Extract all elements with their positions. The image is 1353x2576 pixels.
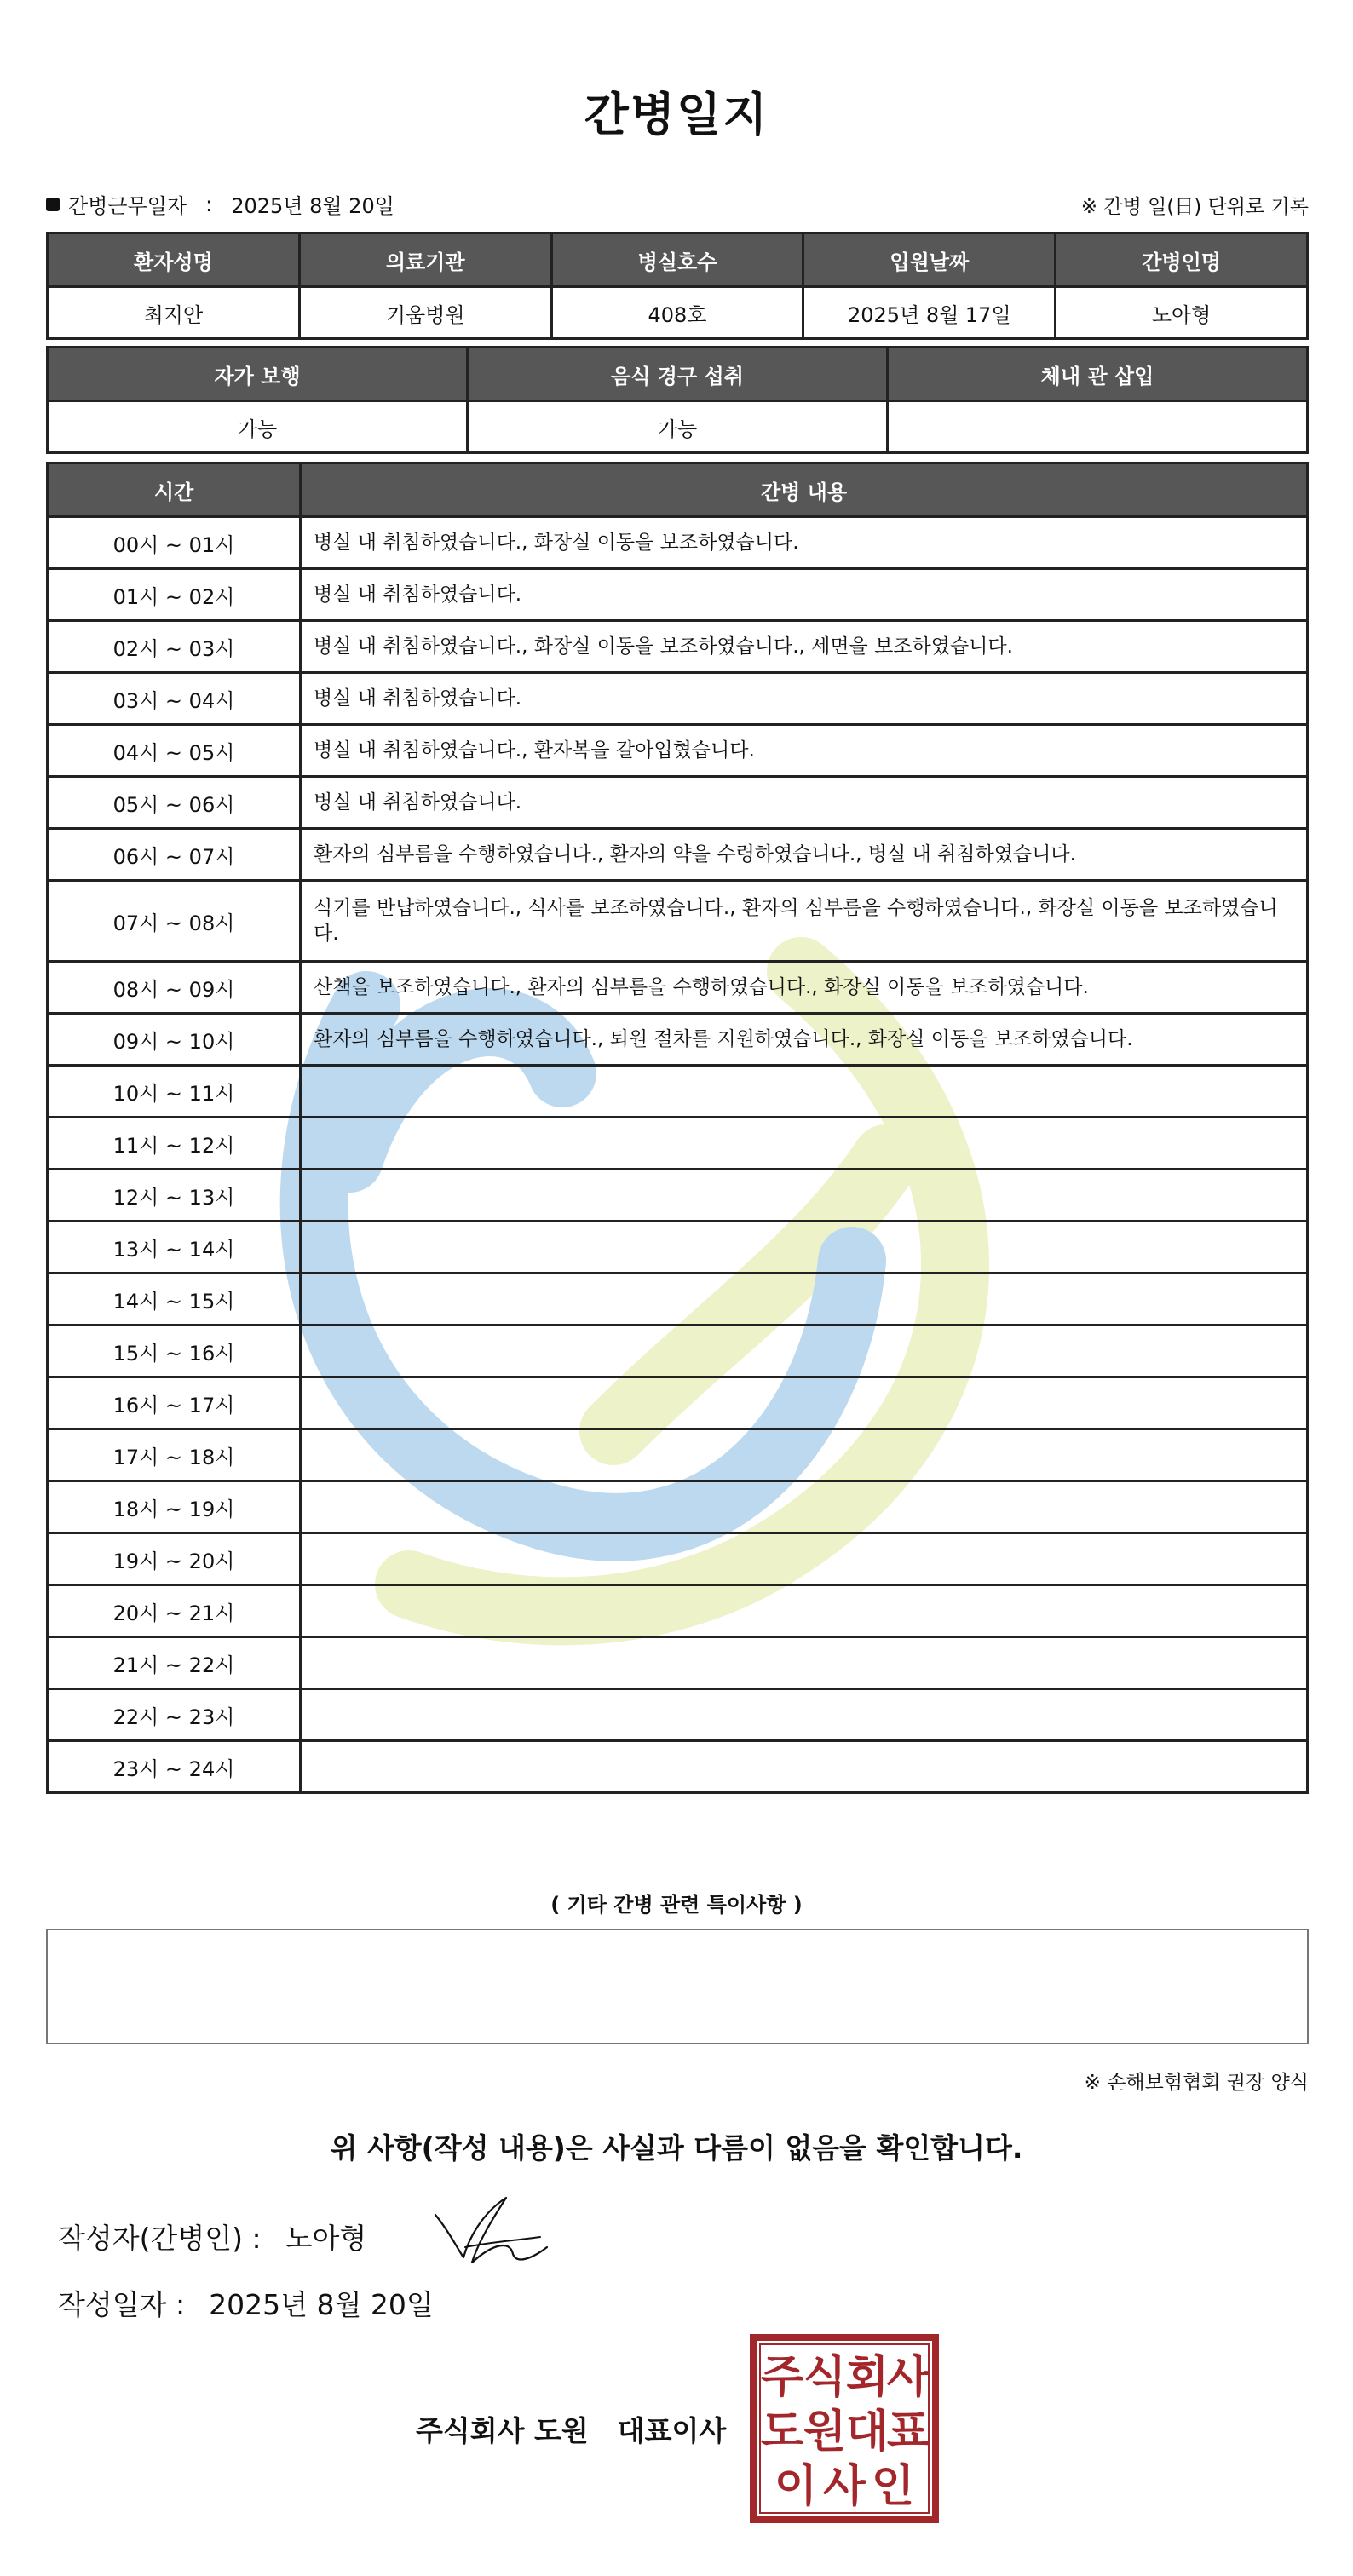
written-date-label: 작성일자 : xyxy=(58,2288,186,2321)
log-row xyxy=(48,1585,1308,1637)
log-time-cell: 18시 ~ 19시 xyxy=(48,1481,301,1533)
log-content-cell xyxy=(301,1325,1308,1377)
writer-line xyxy=(58,2217,366,2257)
work-date-line xyxy=(46,189,394,219)
log-time-cell: 05시 ~ 06시 xyxy=(48,777,301,829)
seal-char: 도 xyxy=(760,2406,804,2458)
log-row xyxy=(48,1377,1308,1429)
header-caregiver-name: 간병인명 xyxy=(1056,233,1308,287)
log-time-cell: 21시 ~ 22시 xyxy=(48,1637,301,1689)
log-content-cell: 병실 내 취침하였습니다. xyxy=(301,673,1308,725)
patient-name: 최지안 xyxy=(48,287,300,339)
log-row xyxy=(48,1533,1308,1585)
status-header-row xyxy=(48,348,1308,401)
log-time-cell: 06시 ~ 07시 xyxy=(48,829,301,881)
record-unit-note: ※ 간병 일(日) 단위로 기록 xyxy=(1080,196,1309,218)
company-name: 주식회사 도원 xyxy=(416,2414,589,2447)
company-line xyxy=(416,2409,726,2449)
log-time-cell: 22시 ~ 23시 xyxy=(48,1689,301,1741)
log-row xyxy=(48,1274,1308,1325)
self-walking-value: 가능 xyxy=(48,401,468,453)
log-row xyxy=(48,1481,1308,1533)
remarks-title: ( 기타 간병 관련 특이사항 ) xyxy=(550,1893,803,1917)
log-row xyxy=(48,621,1308,673)
log-time-cell: 02시 ~ 03시 xyxy=(48,621,301,673)
log-time-cell: 00시 ~ 01시 xyxy=(48,517,301,569)
care-log-table xyxy=(46,462,1309,1794)
admission-date: 2025년 8월 17일 xyxy=(803,287,1056,339)
log-content-cell: 병실 내 취침하였습니다., 환자복을 갈아입혔습니다. xyxy=(301,725,1308,777)
log-content-cell: 환자의 심부름을 수행하였습니다., 퇴원 절차를 지원하였습니다., 화장실 이동을 보조하였습니다. xyxy=(301,1014,1308,1066)
log-content-cell: 병실 내 취침하였습니다., 화장실 이동을 보조하였습니다. xyxy=(301,517,1308,569)
caregiver-name: 노아형 xyxy=(1056,287,1308,339)
work-date-label: 간병근무일자 xyxy=(68,194,187,218)
writer-label: 작성자(간병인) : xyxy=(58,2222,262,2255)
log-content-cell: 식기를 반납하였습니다., 식사를 보조하였습니다., 환자의 심부름을 수행하였습니다., 화장실 이동을 보조하였습니다. xyxy=(301,881,1308,962)
room-number: 408호 xyxy=(551,287,803,339)
log-row xyxy=(48,881,1308,962)
log-content-cell xyxy=(301,1222,1308,1274)
remarks-box xyxy=(46,1929,1309,2044)
company-role: 대표이사 xyxy=(617,2414,727,2447)
log-row xyxy=(48,1689,1308,1741)
header-care-content: 간병 내용 xyxy=(301,463,1308,517)
seal-char: 주 xyxy=(760,2352,804,2403)
log-row xyxy=(48,962,1308,1014)
log-content-cell xyxy=(301,1689,1308,1741)
log-content-cell xyxy=(301,1429,1308,1481)
log-time-cell: 11시 ~ 12시 xyxy=(48,1118,301,1170)
log-row xyxy=(48,1066,1308,1118)
log-time-cell: 03시 ~ 04시 xyxy=(48,673,301,725)
patient-header-row xyxy=(48,233,1308,287)
log-content-cell: 산책을 보조하였습니다., 환자의 심부름을 수행하였습니다., 화장실 이동을 보조하였습니다. xyxy=(301,962,1308,1014)
log-content-cell xyxy=(301,1585,1308,1637)
log-row xyxy=(48,1325,1308,1377)
log-row xyxy=(48,1741,1308,1793)
written-date-value: 2025년 8월 20일 xyxy=(209,2288,434,2321)
log-row xyxy=(48,1637,1308,1689)
log-row xyxy=(48,673,1308,725)
log-content-cell xyxy=(301,1377,1308,1429)
seal-char: 사 xyxy=(886,2352,930,2403)
hospital-name: 키움병원 xyxy=(299,287,551,339)
form-note: ※ 손해보험협회 권장 양식 xyxy=(1084,2072,1309,2094)
log-time-cell: 09시 ~ 10시 xyxy=(48,1014,301,1066)
log-content-cell xyxy=(301,1274,1308,1325)
log-row xyxy=(48,1014,1308,1066)
log-row xyxy=(48,569,1308,621)
written-date-line xyxy=(58,2283,434,2323)
log-content-cell xyxy=(301,1533,1308,1585)
header-time: 시간 xyxy=(48,463,301,517)
header-self-walking: 자가 보행 xyxy=(48,348,468,401)
seal-char: 대 xyxy=(845,2406,890,2458)
seal-char: 사 xyxy=(822,2461,866,2512)
log-row xyxy=(48,777,1308,829)
seal-char: 이 xyxy=(774,2461,818,2512)
log-header-row xyxy=(48,463,1308,517)
log-content-cell xyxy=(301,1637,1308,1689)
log-time-cell: 01시 ~ 02시 xyxy=(48,569,301,621)
log-time-cell: 17시 ~ 18시 xyxy=(48,1429,301,1481)
header-admission-date: 입원날짜 xyxy=(803,233,1056,287)
log-content-cell xyxy=(301,1741,1308,1793)
patient-info-table xyxy=(46,232,1309,340)
patient-value-row xyxy=(48,287,1308,339)
log-content-cell xyxy=(301,1066,1308,1118)
log-content-cell xyxy=(301,1170,1308,1222)
log-row xyxy=(48,1118,1308,1170)
confirmation-statement: 위 사항(작성 내용)은 사실과 다름이 없음을 확인합니다. xyxy=(330,2131,1023,2165)
log-time-cell: 08시 ~ 09시 xyxy=(48,962,301,1014)
log-content-cell: 병실 내 취침하였습니다. xyxy=(301,777,1308,829)
log-content-cell: 환자의 심부름을 수행하였습니다., 환자의 약을 수령하였습니다., 병실 내 취침하였습니다. xyxy=(301,829,1308,881)
log-time-cell: 04시 ~ 05시 xyxy=(48,725,301,777)
log-time-cell: 14시 ~ 15시 xyxy=(48,1274,301,1325)
log-time-cell: 16시 ~ 17시 xyxy=(48,1377,301,1429)
header-patient-name: 환자성명 xyxy=(48,233,300,287)
log-time-cell: 23시 ~ 24시 xyxy=(48,1741,301,1793)
log-content-cell: 병실 내 취침하였습니다., 화장실 이동을 보조하였습니다., 세면을 보조하였습니다. xyxy=(301,621,1308,673)
log-time-cell: 15시 ~ 16시 xyxy=(48,1325,301,1377)
header-oral-intake: 음식 경구 섭취 xyxy=(468,348,888,401)
signature xyxy=(431,2196,550,2273)
header-room: 병실호수 xyxy=(551,233,803,287)
seal-char: 인 xyxy=(871,2461,915,2512)
log-time-cell: 10시 ~ 11시 xyxy=(48,1066,301,1118)
header-tube-insertion: 체내 관 삽입 xyxy=(888,348,1308,401)
oral-intake-value: 가능 xyxy=(468,401,888,453)
company-seal xyxy=(748,2332,941,2525)
log-time-cell: 19시 ~ 20시 xyxy=(48,1533,301,1585)
log-time-cell: 07시 ~ 08시 xyxy=(48,881,301,962)
seal-char: 회 xyxy=(845,2352,890,2403)
log-content-cell xyxy=(301,1481,1308,1533)
patient-status-table xyxy=(46,346,1309,454)
header-hospital: 의료기관 xyxy=(299,233,551,287)
log-row xyxy=(48,829,1308,881)
page-title: 간병일지 xyxy=(584,88,769,141)
log-row xyxy=(48,1222,1308,1274)
log-time-cell: 20시 ~ 21시 xyxy=(48,1585,301,1637)
bullet-square-icon xyxy=(46,198,60,211)
log-time-cell: 13시 ~ 14시 xyxy=(48,1222,301,1274)
log-row xyxy=(48,517,1308,569)
work-date-value: 2025년 8월 20일 xyxy=(231,194,394,218)
log-row xyxy=(48,725,1308,777)
log-time-cell: 12시 ~ 13시 xyxy=(48,1170,301,1222)
log-content-cell: 병실 내 취침하였습니다. xyxy=(301,569,1308,621)
log-row xyxy=(48,1170,1308,1222)
status-value-row xyxy=(48,401,1308,453)
seal-char: 표 xyxy=(886,2406,930,2458)
seal-char: 원 xyxy=(803,2406,847,2458)
log-row xyxy=(48,1429,1308,1481)
seal-char: 식 xyxy=(803,2352,847,2403)
writer-name: 노아형 xyxy=(285,2222,367,2255)
work-date-separator: : xyxy=(205,192,213,216)
tube-insertion-value xyxy=(888,401,1308,453)
log-content-cell xyxy=(301,1118,1308,1170)
